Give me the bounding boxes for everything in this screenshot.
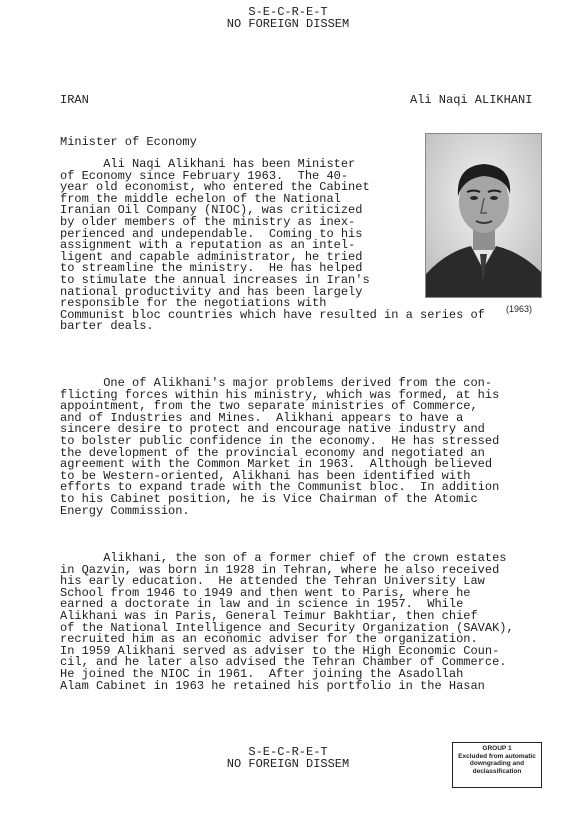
paragraph-line: of the National Intelligence and Security Organization (SAVAK),: [60, 620, 514, 635]
paragraph-3: [60, 553, 514, 692]
bottom-classification-line1: S-E-C-R-E-T: [248, 745, 328, 759]
paragraph-line: the development of the provincial economy and negotiated an: [60, 445, 485, 460]
paragraph-line: He joined the NIOC in 1961. After joining the Asadollah: [60, 666, 464, 681]
paragraph-line: Alam Cabinet in 1963 he retained his portfolio in the Hasan: [60, 678, 485, 693]
paragraph-line: earned a doctorate in law and in science in 1957. While: [60, 597, 464, 612]
country-label: IRAN: [60, 93, 89, 107]
paragraph-line: Energy Commission.: [60, 503, 190, 518]
group-box-line: downgrading and: [469, 760, 525, 767]
paragraph-line: to stimulate the annual increases in Iran's: [60, 272, 370, 287]
position-title: Minister of Economy: [60, 135, 197, 149]
paragraph-line: efforts to expand trade with the Communist bloc. In addition: [60, 480, 500, 495]
bottom-classification-line2: NO FOREIGN DISSEM: [226, 757, 350, 771]
paragraph-2: [60, 378, 499, 517]
paragraph-line: national productivity and has been largely: [60, 284, 363, 299]
paragraph-line: from the middle echelon of the National: [60, 191, 341, 206]
paragraph-line: agreement with the Common Market in 1963. Although believed: [60, 457, 493, 472]
paragraph-line: to his Cabinet position, he is Vice Chairman of the Atomic: [60, 491, 478, 506]
paragraph-line: In 1959 Alikhani served as adviser to the High Economic Coun-: [60, 643, 500, 658]
paragraph-line: Alikhani was in Paris, General Teimur Bakhtiar, then chief: [60, 608, 478, 623]
paragraph-line: assignment with a reputation as an intel-: [60, 238, 356, 253]
paragraph-line: responsible for the negotiations with: [60, 296, 327, 311]
top-classification-line1: S-E-C-R-E-T: [248, 5, 328, 19]
paragraph-line: Ali Naqi Alikhani has been Minister: [60, 157, 356, 171]
paragraph-line: sincere desire to protect and encourage native industry and: [60, 422, 485, 437]
paragraph-line: his early education. He attended the Tehran University Law: [60, 574, 485, 589]
paragraph-line: to streamline the ministry. He has helped: [60, 261, 363, 276]
top-classification: [0, 6, 576, 30]
group-box-line: Excluded from automatic: [458, 752, 536, 760]
paragraph-line: year old economist, who entered the Cabinet: [60, 180, 370, 195]
paragraph-line: appointment, from the two separate ministries of Commerce,: [60, 399, 478, 414]
subject-name: Ali Naqi ALIKHANI: [410, 93, 533, 107]
paragraph-line: Communist bloc countries which have resulted in a series of: [60, 307, 485, 322]
paragraph-1: [60, 159, 485, 333]
paragraph-line: recruited him as an economic adviser for the organization.: [60, 632, 478, 647]
paragraph-line: flicting forces within his ministry, which was formed, at his: [60, 387, 500, 402]
paragraph-line: ligent and capable administrator, he tried: [60, 249, 363, 264]
paragraph-line: and of Industries and Mines. Alikhani appears to have a: [60, 410, 464, 425]
group-box-title: GROUP 1: [482, 745, 512, 752]
paragraph-line: to bolster public confidence in the economy. He has stressed: [60, 433, 500, 448]
paragraph-line: Iranian Oil Company (NIOC), was criticized: [60, 203, 363, 218]
group-declassification-box: [452, 742, 542, 788]
paragraph-line: cil, and he later also advised the Tehran Chamber of Commerce.: [60, 655, 507, 670]
paragraph-line: to be Western-oriented, Alikhani has been identified with: [60, 468, 471, 483]
paragraph-line: of Economy since February 1963. The 40-: [60, 168, 349, 183]
paragraph-line: School from 1946 to 1949 and then went to Paris, where he: [60, 585, 471, 600]
group-box-line: declassification: [472, 767, 522, 775]
paragraph-line: One of Alikhani's major problems derived from the con-: [60, 376, 493, 390]
paragraph-line: in Qazvin, was born in 1928 in Tehran, where he also received: [60, 562, 500, 577]
paragraph-line: barter deals.: [60, 319, 154, 334]
paragraph-line: perienced and undependable. Coming to his: [60, 226, 363, 241]
paragraph-line: Alikhani, the son of a former chief of the crown estates: [60, 551, 507, 565]
paragraph-line: by older members of the ministry as inex-: [60, 214, 356, 229]
top-classification-line2: NO FOREIGN DISSEM: [226, 17, 350, 31]
photo-caption: (1963): [506, 304, 533, 314]
